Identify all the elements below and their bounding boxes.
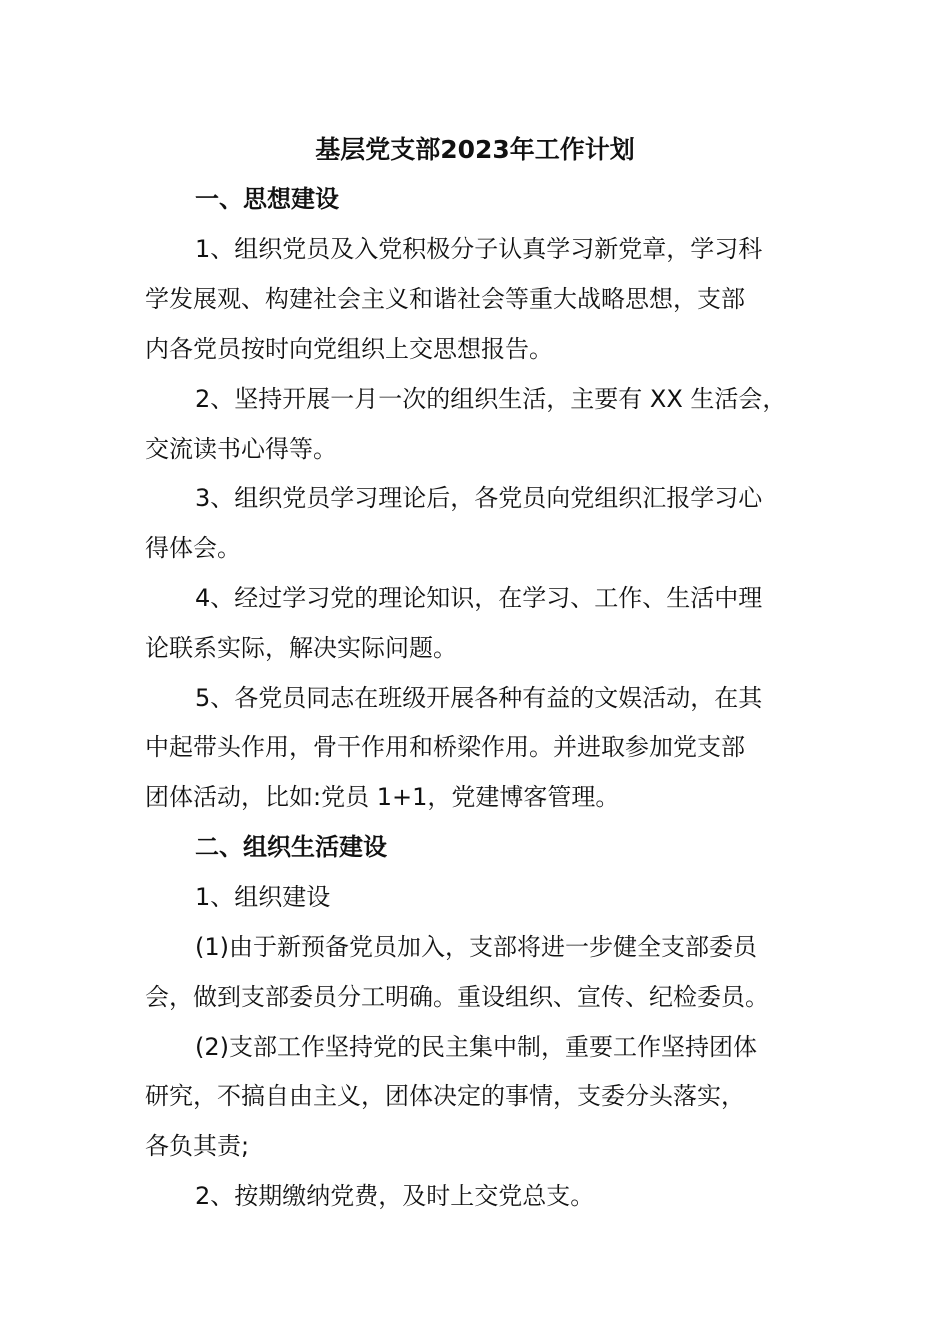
paragraph-line: 研究，不搞自由主义，团体决定的事情，支委分头落实，: [145, 1082, 745, 1110]
paragraph-line: 4、经过学习党的理论知识，在学习、工作、生活中理: [195, 584, 763, 612]
document-title: 基层党支部2023年工作计划: [315, 135, 635, 164]
paragraph-line: 5、各党员同志在班级开展各种有益的文娱活动，在其: [195, 684, 763, 712]
section-heading-ideology: 一、思想建设: [195, 185, 339, 213]
paragraph-line: 论联系实际，解决实际问题。: [145, 634, 457, 662]
paragraph-line: 中起带头作用，骨干作用和桥梁作用。并进取参加党支部: [145, 733, 745, 761]
paragraph-line: 交流读书心得等。: [145, 435, 337, 463]
paragraph-line: 2、按期缴纳党费，及时上交党总支。: [195, 1182, 595, 1210]
paragraph-line: 得体会。: [145, 534, 241, 562]
paragraph-line: 3、组织党员学习理论后，各党员向党组织汇报学习心: [195, 484, 763, 512]
section-heading-organization: 二、组织生活建设: [195, 833, 387, 861]
paragraph-line: 会，做到支部委员分工明确。重设组织、宣传、纪检委员。: [145, 983, 769, 1011]
paragraph-line: (1)由于新预备党员加入，支部将进一步健全支部委员: [195, 933, 757, 961]
paragraph-line: 内各党员按时向党组织上交思想报告。: [145, 335, 553, 363]
paragraph-line: (2)支部工作坚持党的民主集中制，重要工作坚持团体: [195, 1033, 757, 1061]
paragraph-line: 学发展观、构建社会主义和谐社会等重大战略思想，支部: [145, 285, 745, 313]
paragraph-line: 2、坚持开展一月一次的组织生活，主要有 XX 生活会，: [195, 385, 787, 413]
paragraph-line: 1、组织建设: [195, 883, 331, 911]
paragraph-line: 团体活动，比如:党员 1+1，党建博客管理。: [145, 783, 620, 811]
paragraph-line: 1、组织党员及入党积极分子认真学习新党章，学习科: [195, 235, 763, 263]
paragraph-line: 各负其责;: [145, 1132, 250, 1160]
